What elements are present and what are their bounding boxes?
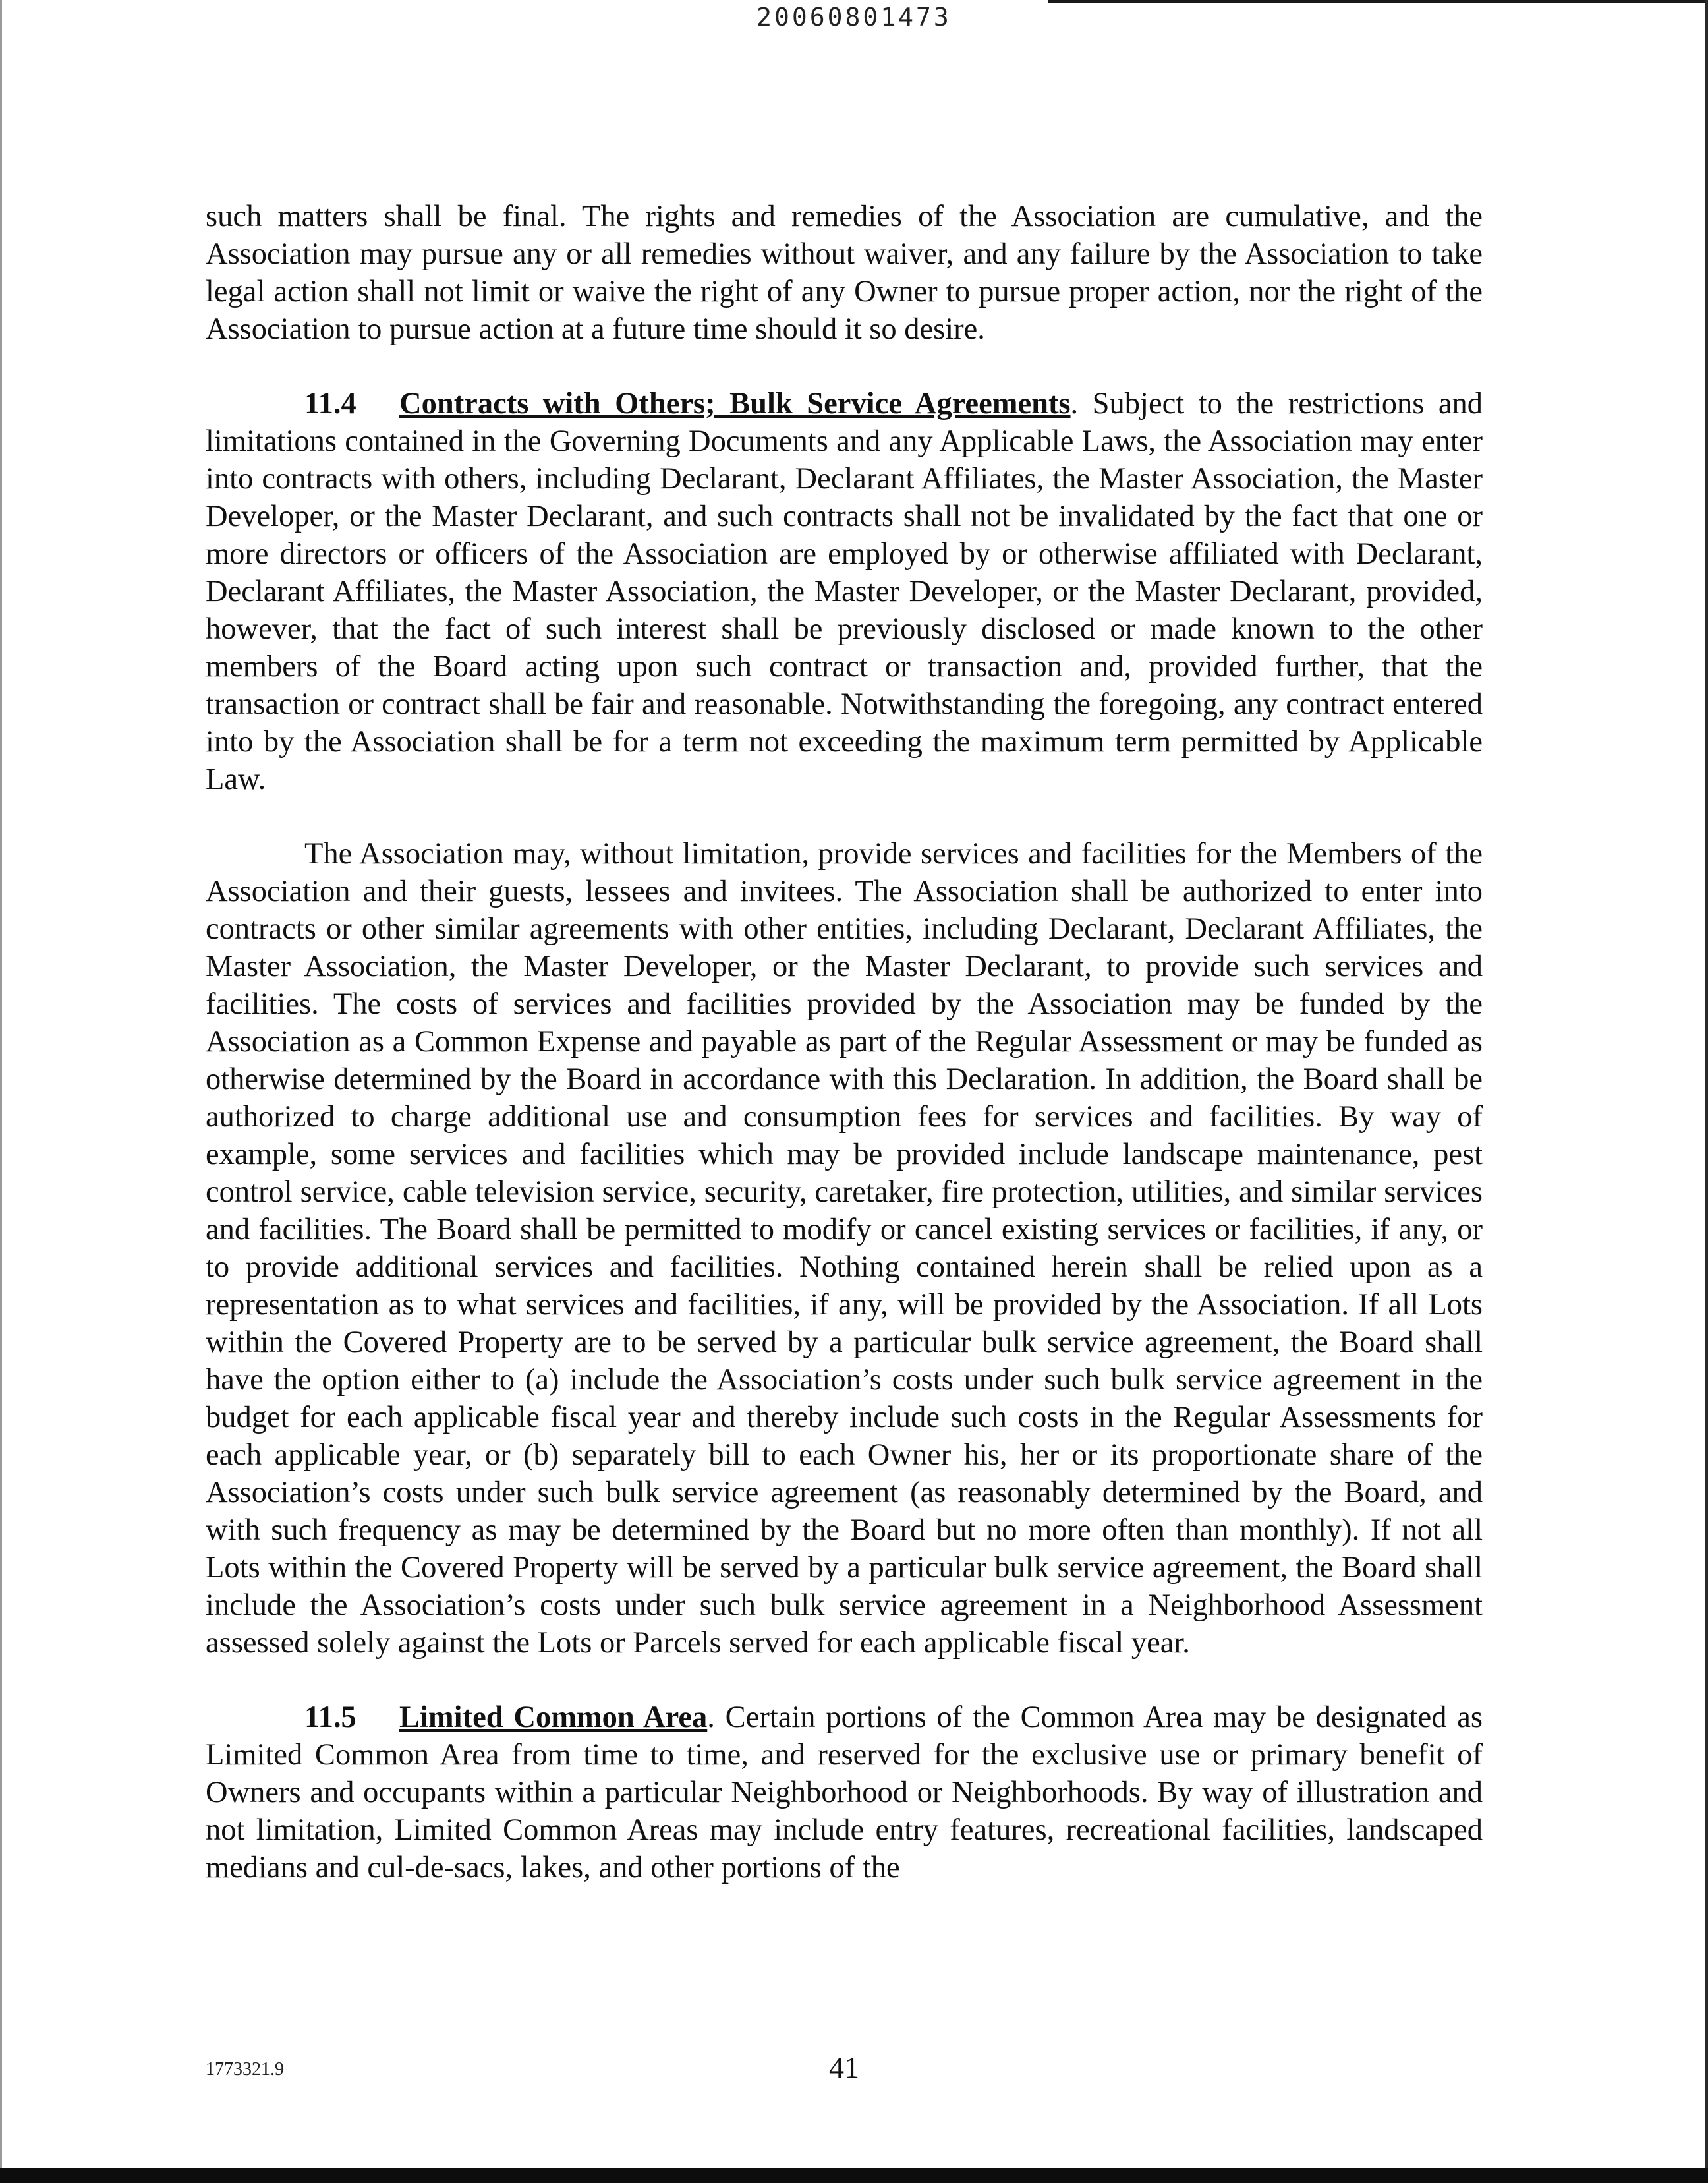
document-code: 1773321.9 <box>206 2059 284 2080</box>
paragraph-continuation: such matters shall be final. The rights and remedies of the Association are cumulative, and the Association may pursue any or all remedies without waiver, and any failure by the Association to take legal action shall not limit or waive the right of any Owner to pursue proper action, nor the right of the Association to pursue action at a future time should it so desire. <box>206 200 1483 346</box>
page-number: 41 <box>829 2051 859 2084</box>
section-number: 11.4 <box>304 387 356 421</box>
section-number: 11.5 <box>304 1701 356 1734</box>
section-text: . Subject to the restrictions and limitations contained in the Governing Documents and any Applicable Laws, the Association may enter into contracts with others, including Declarant, Declarant Affiliates, the Master Association, the Master Developer, or the Master Declarant, and such contracts shall not be invalidated by the fact that one or more directors or officers of the Association are employed by or otherwise affiliated with Declarant, Declarant Affiliates, the Master Association, the Master Developer, or the Master Declarant, provided, however, that the fact of such interest shall be previously disclosed or made known to the other members of the Board acting upon such contract or transaction and, provided further, that the transaction or contract shall be fair and reasonable. Notwithstanding the foregoing, any contract entered into by the Association shall be for a term not exceeding the maximum term permitted by Applicable Law. <box>206 387 1483 796</box>
section-11-4 <box>206 385 1483 798</box>
paragraph-services: The Association may, without limitation, provide services and facilities for the Members of the Association and their guests, lessees and invitees. The Association shall be authorized to enter into contracts or other similar agreements with other entities, including Declarant, Declarant Affiliates, the Master Association, the Master Developer, or the Master Declarant, to provide such services and facilities. The costs of services and facilities provided by the Association may be funded by the Association as a Common Expense and payable as part of the Regular Assessment or may be funded as otherwise determined by the Board in accordance with this Declaration. In addition, the Board shall be authorized to charge additional use and consumption fees for services and facilities. By way of example, some services and facilities which may be provided include landscape maintenance, pest control service, cable television service, security, caretaker, fire protection, utilities, and similar services and facilities. The Board shall be permitted to modify or cancel existing services or facilities, if any, or to provide additional services and facilities. Nothing contained herein shall be relied upon as a representation as to what services and facilities, if any, will be provided by the Association. If all Lots within the Covered Property are to be served by a particular bulk service agreement, the Board shall have the option either to (a) include the Association’s costs under such bulk service agreement in the budget for each applicable fiscal year and thereby include such costs in the Regular Assessments for each applicable year, or (b) separately bill to each Owner his, her or its proportionate share of the Association’s costs under such bulk service agreement (as reasonably determined by the Board, and with such frequency as may be determined by the Board but no more often than monthly). If not all Lots within the Covered Property will be served by a particular bulk service agreement, the Board shall include the Association’s costs under such bulk service agreement in a Neighborhood Assessment assessed solely against the Lots or Parcels served for each applicable fiscal year. <box>206 837 1483 1660</box>
section-title: Limited Common Area <box>399 1701 708 1734</box>
document-number: 20060801473 <box>756 3 952 32</box>
section-title: Contracts with Others; Bulk Service Agreements <box>399 387 1071 421</box>
page-footer <box>206 2050 1483 2089</box>
section-text: . Certain portions of the Common Area may be designated as Limited Common Area from time to time, and reserved for the exclusive use or primary benefit of Owners and occupants within a particular Neighborhood or Neighborhoods. By way of illustration and not limitation, Limited Common Areas may include entry features, recreational facilities, landscaped medians and cul-de-sacs, lakes, and other portions of the <box>206 1701 1483 1884</box>
scan-bottom-border <box>0 2168 1708 2183</box>
section-11-5 <box>206 1699 1483 1886</box>
scan-left-edge <box>0 0 2 2168</box>
page-body <box>206 198 1483 1923</box>
scan-right-edge <box>1705 0 1708 2168</box>
